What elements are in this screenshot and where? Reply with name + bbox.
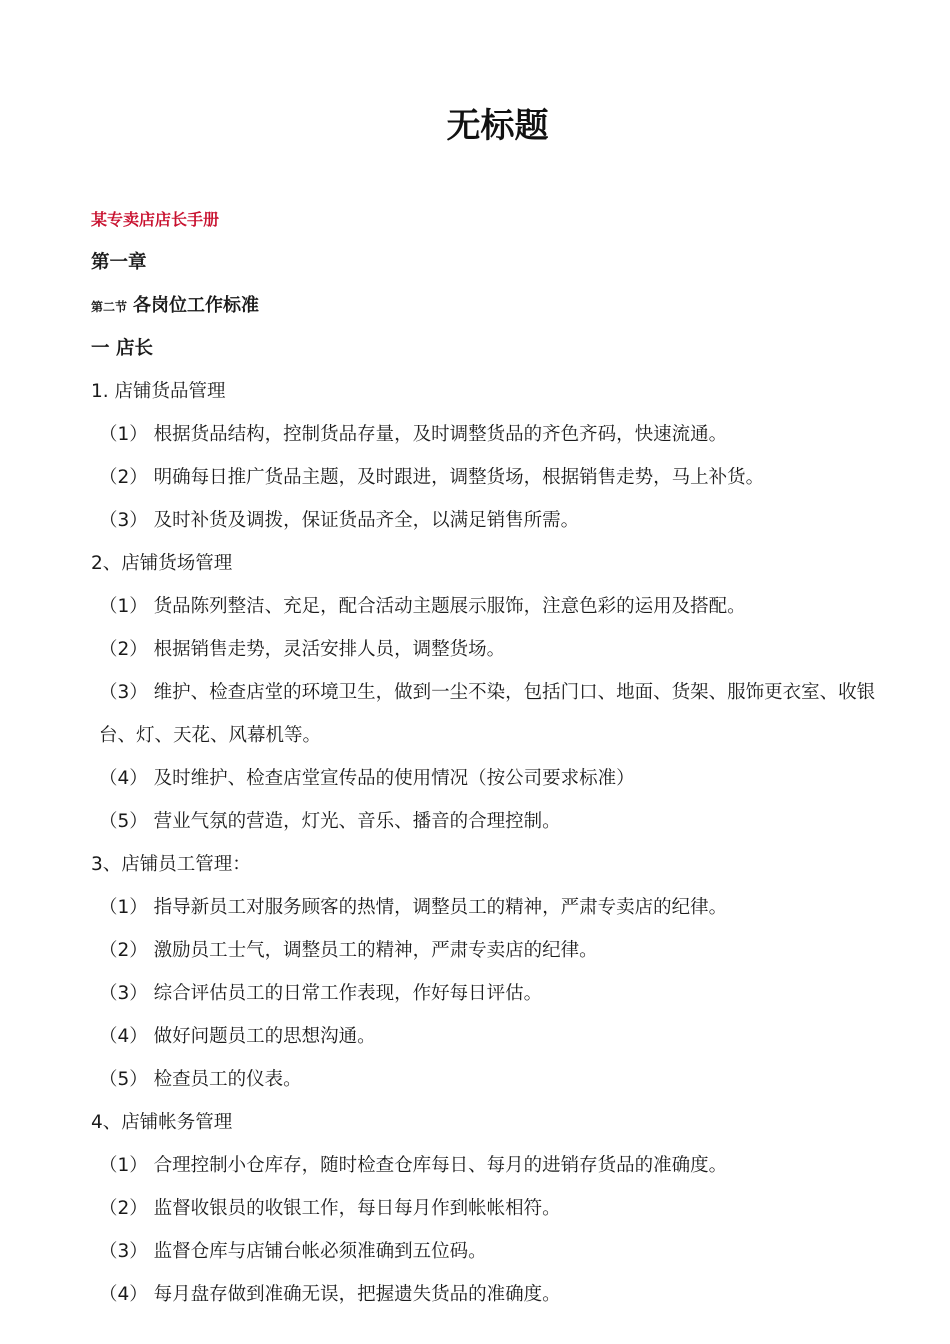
group-heading: 2、店铺货场管理 [91,553,233,574]
list-item: （3） 及时补货及调拨，保证货品齐全，以满足销售所需。 [99,510,580,531]
list-item: （1） 合理控制小仓库存，随时检查仓库每日、每月的进销存货品的准确度。 [99,1155,728,1176]
section-number: 第二节 [91,300,128,314]
group-heading: 1. 店铺货品管理 [91,381,226,402]
list-item: （5） 营业气氛的营造，灯光、音乐、播音的合理控制。 [99,811,561,832]
group-heading: 3、店铺员工管理： [91,854,251,875]
group-heading: 4、店铺帐务管理 [91,1112,233,1133]
document-title: 无标题 [446,106,549,146]
section-title: 各岗位工作标准 [133,295,260,316]
manual-title: 某专卖店店长手册 [91,210,220,229]
chapter-heading: 第一章 [91,252,147,273]
list-item: （2） 监督收银员的收银工作，每日每月作到帐帐相符。 [99,1198,561,1219]
list-item: （3） 维护、检查店堂的环境卫生，做到一尘不染，包括门口、地面、货架、服饰更衣室、收银台、灯、天花、风幕机等。 [99,682,876,746]
list-item: （3） 监督仓库与店铺台帐必须准确到五位码。 [99,1241,487,1262]
list-item: （1） 货品陈列整洁、充足，配合活动主题展示服饰，注意色彩的运用及搭配。 [99,596,746,617]
list-item: （1） 指导新员工对服务顾客的热情，调整员工的精神，严肃专卖店的纪律。 [99,897,728,918]
list-item: （2） 明确每日推广货品主题，及时跟进，调整货场，根据销售走势，马上补货。 [99,467,765,488]
list-item: （4） 做好问题员工的思想沟通。 [99,1026,376,1047]
list-item: （3） 综合评估员工的日常工作表现，作好每日评估。 [99,983,543,1004]
list-item: （4） 及时维护、检查店堂宣传品的使用情况（按公司要求标准） [99,768,635,789]
list-item: （4） 每月盘存做到准确无误，把握遗失货品的准确度。 [99,1284,561,1305]
document-body [91,198,903,1316]
list-item: （5） 检查员工的仪表。 [99,1069,302,1090]
role-heading: 一 店长 [91,338,153,359]
section-heading [91,284,903,327]
list-item: （2） 激励员工士气，调整员工的精神，严肃专卖店的纪律。 [99,940,598,961]
list-item: （2） 根据销售走势，灵活安排人员，调整货场。 [99,639,506,660]
list-item: （1） 根据货品结构，控制货品存量，及时调整货品的齐色齐码，快速流通。 [99,424,728,445]
